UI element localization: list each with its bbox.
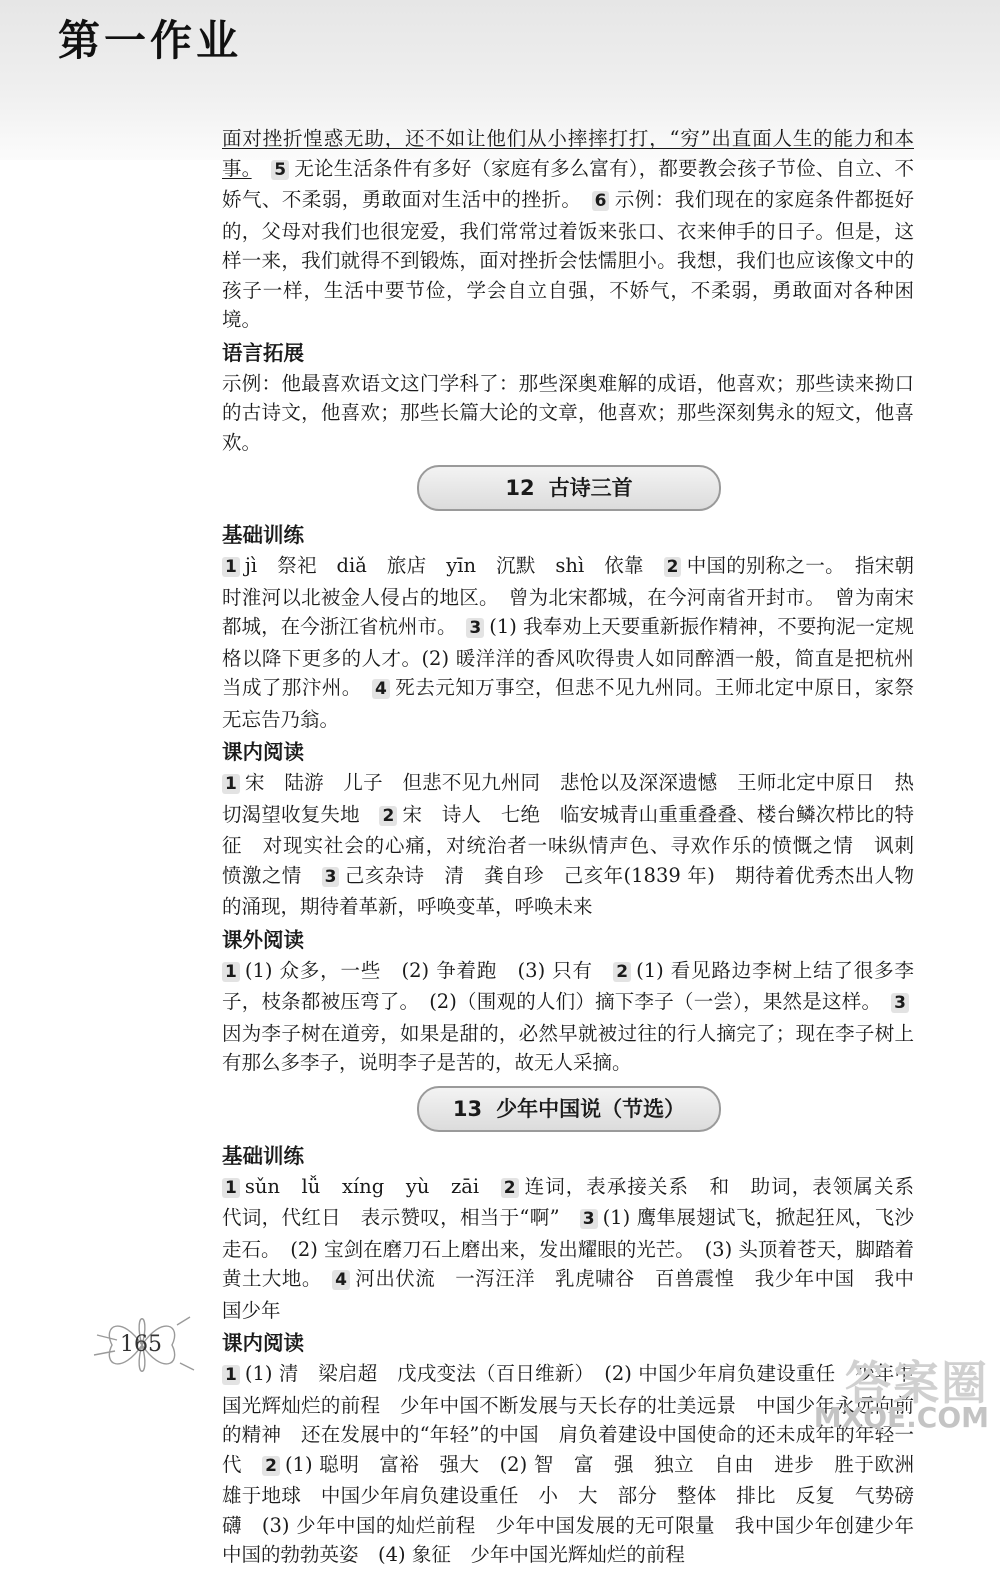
answer-text: (1) 我奉劝上天要重新振作精神，不要拘泥一定规格以降下更多的人才。(2) 暖洋洋的香风吹得贵人如同醉酒一般，简直是把杭州当成了那汴州。 [222,615,914,699]
question-number: 3 [891,993,909,1013]
section-heading: 基础训练 [222,1143,304,1168]
lesson-title-box [417,1086,721,1132]
answer-text: (1) 鹰隼展翅试飞，掀起狂风，飞沙走石。 (2) 宝剑在磨刀石上磨出来，发出耀眼的光芒。 (3) 头顶着苍天，脚踏着黄土大地。 [222,1206,914,1290]
answer-text: (1) 清 梁启超 戊戌变法（百日维新） (2) 中国少年肩负建设重任 少年中国光辉灿烂的前程 少年中国不断发展与天长存的壮美远景 中国少年永远向前的精神 还在发展中的“年轻”的中国 肩负着建设中国使命的还未成年的年轻一代 [222,1362,914,1476]
lesson-title-box [417,465,721,511]
question-number: 1 [222,962,240,982]
lesson-banner [222,1078,914,1138]
answer-text: jì 祭祀 diǎ 旅店 yīn 沉默 shì 依靠 [244,554,644,577]
section-heading: 语言拓展 [222,340,304,365]
answer-text: 示例：我们现在的家庭条件都挺好的，父母对我们也很宠爱，我们常常过着饭来张口、衣来伸手的日子。但是，这样一来，我们就得不到锻炼，面对挫折会怯懦胆小。我想，我们也应该像文中的孩子一样，生活中要节俭，学会自立自强，不娇气，不柔弱，勇敢面对各种困境。 [222,188,914,331]
answer-paragraph [222,1172,934,1326]
answer-text: 因为李子树在道旁，如果是甜的，必然早就被过往的行人摘完了；现在李子树上有那么多李子，说明李子是苦的，故无人采摘。 [222,1021,914,1074]
answer-text: 宋 诗人 七绝 临安城青山重重叠叠、楼台鳞次栉比的特征 对现实社会的心痛，对统治者一味纵情声色、寻欢作乐的愤慨之情 讽刺 愤激之情 [222,802,934,887]
answer-text: (1) 聪明 富裕 强大 (2) 智 富 强 独立 自由 进步 胜于欧洲 雄于地球 中国少年肩负建设重任 小 大 部分 整体 排比 反复 气势磅礴 (3) 少年中国的灿烂前程 少年中国发展的无可限量 我中国少年创建少年中国的勃勃英姿 (4) 象征 少年中国光辉灿烂的前程 [222,1452,934,1566]
answer-paragraph [222,369,914,458]
answer-text: 己亥杂诗 清 龚自珍 己亥年(1839 年) 期待着优秀杰出人物的涌现，期待着革新，呼唤变革，呼唤未来 [222,863,914,918]
underlined-answer: 面对挫折惶惑无助，还不如让他们从小摔摔打打，“穷”出直面人生的能力和本事。 [222,127,914,180]
answer-text: 示例：他最喜欢语文这门学科了：那些深奥难解的成语，他喜欢；那些读来拗口的古诗文，他喜欢；那些长篇大论的文章，他喜欢；那些深刻隽永的短文，他喜欢。 [222,371,914,454]
question-number: 4 [372,679,390,699]
question-number: 6 [592,191,610,211]
watermark-text: 答案圈 [845,1356,989,1410]
answer-paragraph [222,551,914,734]
section-heading: 课内阅读 [222,740,304,764]
answer-text: sǔn lǚ xíng yù zāi [244,1174,480,1198]
question-number: 3 [580,1209,598,1229]
question-number: 1 [222,1178,240,1198]
lesson-title: 少年中国说（节选） [496,1096,686,1121]
page-number: 165 [120,1332,162,1357]
watermark [785,1345,995,1437]
question-number: 2 [613,962,631,982]
question-number: 1 [222,774,240,794]
answer-paragraph [222,124,914,335]
lesson-banner [222,457,914,517]
answer-text: (1) 看见路边李树上结了很多李子，枝条都被压弯了。 (2)（围观的人们）摘下李子（一尝），果然是这样。 [222,958,914,1013]
question-number: 2 [501,1178,519,1198]
answer-text: (1) 众多，一些 (2) 争着跑 (3) 只有 [244,958,593,982]
question-number: 5 [271,160,289,180]
question-number: 3 [466,618,484,638]
section-heading: 课内阅读 [222,1331,304,1355]
question-number: 4 [332,1270,350,1290]
question-number: 2 [262,1456,280,1476]
section-heading: 基础训练 [222,523,304,547]
answer-text: 中国的别称之一。 指宋朝时淮河以北被金人侵占的地区。 曾为北宋都城，在今河南省开封市。 曾为南宋都城，在今浙江省杭州市。 [222,554,914,638]
question-number: 1 [222,557,240,577]
answer-text: 连词，表承接关系 和 助词，表领属关系 代词，代红日 表示赞叹，相当于“啊” [222,1174,934,1229]
lesson-number: 13 [452,1096,483,1121]
answer-paragraph [222,768,934,922]
header-title: 第一作业 [58,16,243,65]
answer-text: 死去元知万事空，但悲不见九州同。王师北定中原日，家祭无忘告乃翁。 [222,676,914,731]
lesson-title: 古诗三首 [548,476,633,500]
question-number: 2 [379,806,397,826]
answer-text: 河出伏流 一泻汪洋 乳虎啸谷 百兽震惶 我少年中国 我中国少年 [222,1267,914,1322]
question-number: 1 [222,1365,240,1385]
section-heading: 课外阅读 [222,927,304,952]
question-number: 3 [322,867,340,887]
watermark-url: MXQE.COM [813,1401,989,1434]
question-number: 2 [664,557,682,577]
answer-text: 宋 陆游 儿子 但悲不见九州同 悲怆以及深深遗憾 王师北定中原日 热切渴望收复失地 [222,771,914,826]
answer-text: 无论生活条件有多好（家庭有多么富有），都要教会孩子节俭、自立、不娇气、不柔弱，勇敢面对生活中的挫折。 [222,156,914,211]
lesson-number: 12 [505,476,535,500]
answer-paragraph [222,956,914,1078]
